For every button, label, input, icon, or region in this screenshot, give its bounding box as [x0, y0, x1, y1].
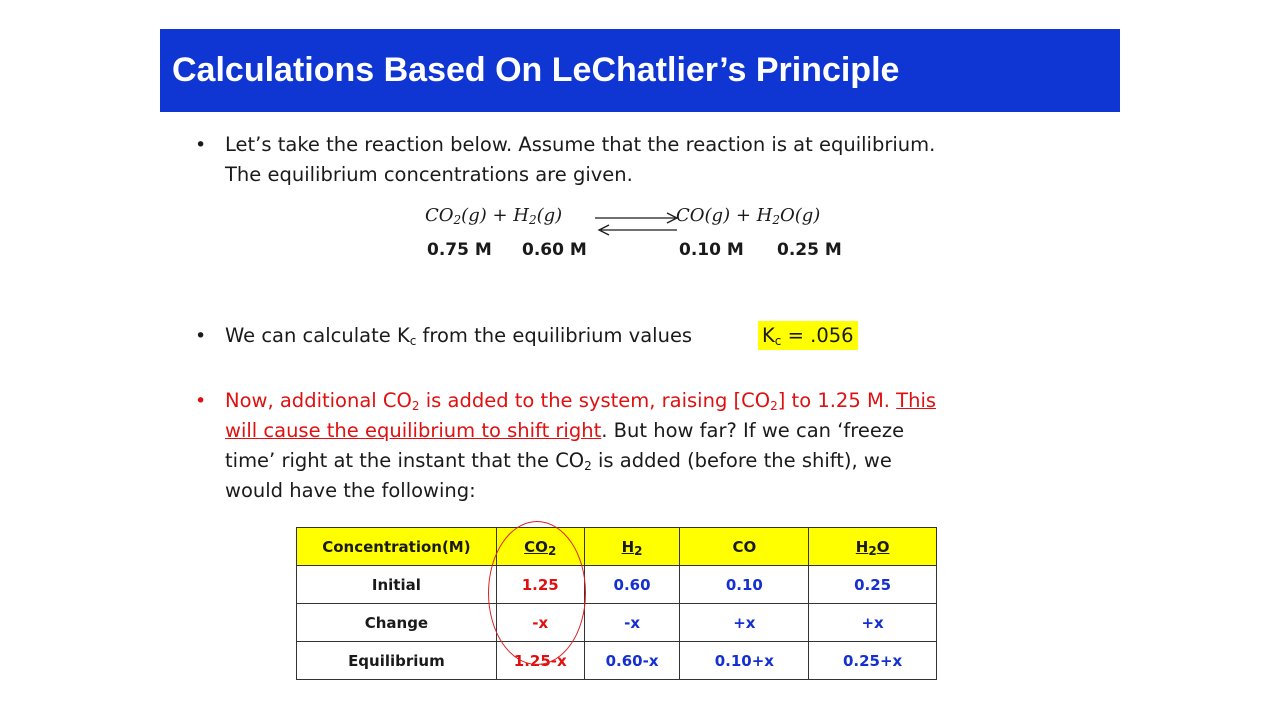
eq-co2: CO	[425, 205, 454, 226]
kc-label-sub: c	[774, 334, 782, 348]
bullet-kc	[195, 321, 693, 351]
bullet-intro	[195, 130, 936, 190]
header-h2: $H_2$	[584, 528, 680, 566]
bullet-shift	[195, 386, 1045, 506]
equilibrium-arrows-icon	[593, 210, 683, 236]
conc-co: 0.10 M	[679, 240, 744, 260]
eq-co: CO(g) +	[676, 205, 757, 226]
bullet-intro-line1: Let’s take the reaction below. Assume that the reaction is at equilibrium.	[225, 133, 936, 156]
cell-eq-h2o: 0.25+x	[809, 642, 937, 680]
cell-initial-h2: 0.60	[584, 566, 680, 604]
cell-eq-h2: 0.60-x	[584, 642, 680, 680]
title-bar	[160, 29, 1120, 112]
bullet-dot-icon: •	[195, 325, 207, 347]
slide-title: Calculations Based On LeChatlier’s Principle	[172, 51, 900, 89]
header-concentration: Concentration(M)	[297, 528, 497, 566]
cell-eq-co: 0.10+x	[680, 642, 809, 680]
eq-h2-sub: 2	[528, 213, 537, 227]
equation-products	[676, 205, 820, 226]
eq-h2-phase: (g)	[536, 205, 563, 226]
kc-text-sub: c	[409, 334, 417, 348]
cell-change-co: +x	[680, 604, 809, 642]
eq-co2-phase: (g) +	[461, 205, 514, 226]
bullet-dot-icon: •	[195, 134, 207, 156]
table-row	[297, 566, 937, 604]
eq-h2o-phase: O(g)	[779, 205, 821, 226]
conc-h2o: 0.25 M	[777, 240, 842, 260]
bullet-shift-line4: would have the following:	[225, 479, 476, 502]
header-h2o: $H_2O$	[809, 528, 937, 566]
table-row	[297, 604, 937, 642]
table-row	[297, 642, 937, 680]
cell-change-h2: -x	[584, 604, 680, 642]
shift-emphasis-2: will cause the equilibrium to shift right	[225, 419, 602, 442]
conc-h2: 0.60 M	[522, 240, 587, 260]
eq-h2o: H	[756, 205, 773, 226]
cell-change-co2: -x	[496, 604, 584, 642]
kc-label: K	[762, 324, 775, 347]
shift-emphasis: This	[896, 389, 937, 412]
header-co2: $CO_2$	[496, 528, 584, 566]
row-label-change: Change	[297, 604, 497, 642]
ice-table	[296, 527, 937, 680]
equation-reactants	[425, 205, 562, 226]
bullet-shift-line3: time’ right at the instant that the $CO_2$ is added (before the shift), we	[225, 449, 892, 473]
kc-value-box	[758, 321, 858, 351]
cell-initial-co2: 1.25	[496, 566, 584, 604]
bullet-dot-icon: •	[195, 390, 207, 412]
bullet-intro-line2: The equilibrium concentrations are given.	[225, 163, 633, 186]
cell-eq-co2: 1.25-x	[496, 642, 584, 680]
kc-text-tail: from the equilibrium values	[416, 324, 693, 347]
kc-text: We can calculate K	[225, 324, 410, 347]
bullet-shift-line2: will cause the equilibrium to shift right. But how far? If we can ‘freeze	[225, 419, 905, 442]
row-label-equilibrium: Equilibrium	[297, 642, 497, 680]
eq-co2-sub: 2	[453, 213, 462, 227]
cell-change-h2o: +x	[809, 604, 937, 642]
row-label-initial: Initial	[297, 566, 497, 604]
table-header-row	[297, 528, 937, 566]
eq-h2: H	[513, 205, 529, 226]
cell-initial-h2o: 0.25	[809, 566, 937, 604]
highlight-circle-annotation	[488, 521, 586, 665]
conc-co2: 0.75 M	[427, 240, 492, 260]
eq-h2o-sub: 2	[772, 213, 780, 227]
kc-value: = .056	[781, 324, 854, 347]
cell-initial-co: 0.10	[680, 566, 809, 604]
header-co: CO	[680, 528, 809, 566]
bullet-shift-line1: Now, additional $CO_2$ is added to the system, raising $[CO_2]$ to 1.25 M. This	[225, 389, 937, 413]
